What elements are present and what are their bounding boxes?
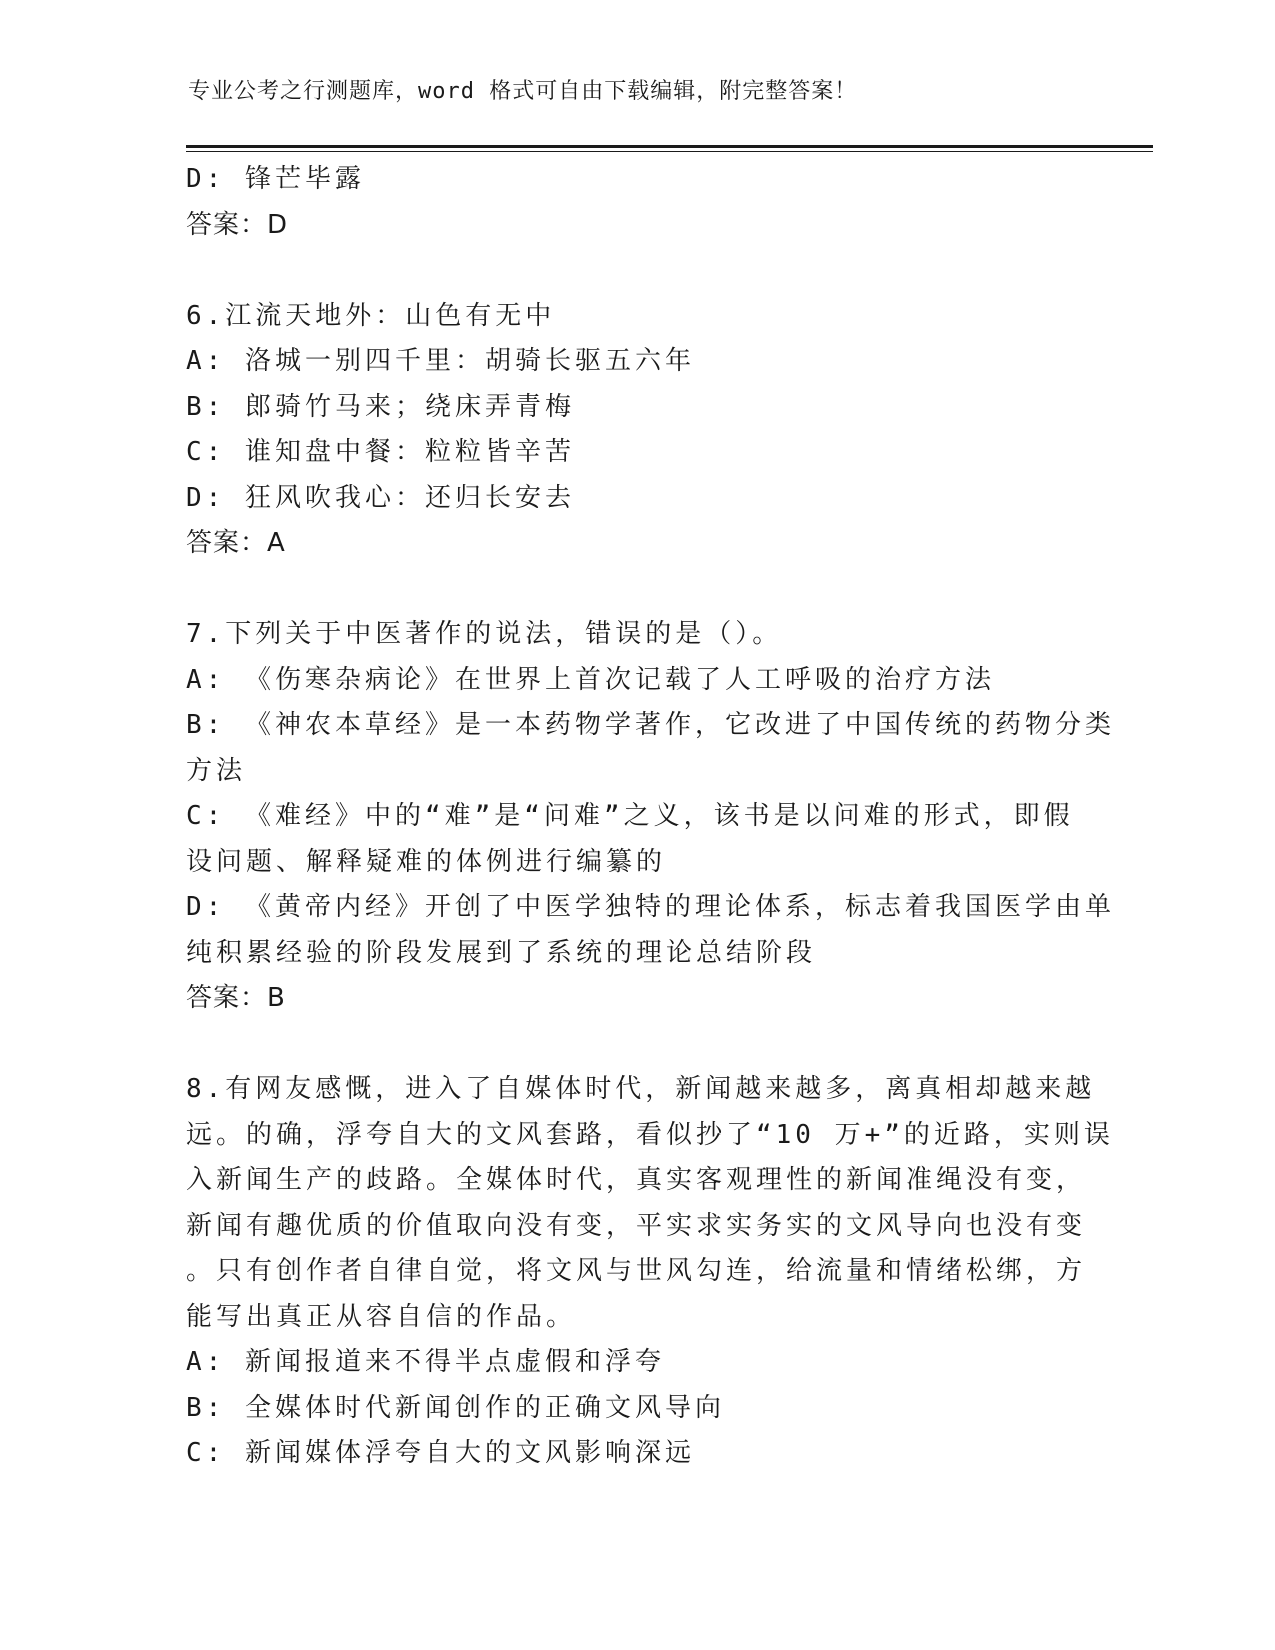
header-rule-thin bbox=[186, 151, 1153, 152]
option-line: C: 新闻媒体浮夸自大的文风影响深远 bbox=[186, 1438, 695, 1468]
option-line-continued: 设问题、解释疑难的体例进行编纂的 bbox=[186, 846, 667, 877]
question-line-continued: 新闻有趣优质的价值取向没有变，平实求实务实的文风导向也没有变 bbox=[186, 1210, 1087, 1241]
option-line: B: 郎骑竹马来；绕床弄青梅 bbox=[186, 391, 575, 422]
option-line: B: 《神农本草经》是一本药物学著作，它改进了中国传统的药物分类 bbox=[186, 710, 1115, 740]
option-line: C: 《难经》中的“难”是“问难”之义，该书是以问难的形式，即假 bbox=[186, 801, 1074, 831]
option-line: C: 谁知盘中餐：粒粒皆辛苦 bbox=[186, 437, 575, 467]
option-line: A: 洛城一别四千里：胡骑长驱五六年 bbox=[186, 346, 695, 376]
option-line: B: 全媒体时代新闻创作的正确文风导向 bbox=[186, 1392, 725, 1423]
blank-line bbox=[186, 1022, 1086, 1068]
question-line-continued: 入新闻生产的歧路。全媒体时代，真实客观理性的新闻准绳没有变， bbox=[186, 1165, 1087, 1195]
blank-line bbox=[186, 567, 1086, 613]
answer-line: 答案：D bbox=[186, 209, 289, 240]
question-line: 8.有网友感慨，进入了自媒体时代，新闻越来越多，离真相却越来越 bbox=[186, 1074, 1096, 1104]
page-header: 专业公考之行测题库，word 格式可自由下载编辑，附完整答案！ bbox=[188, 79, 858, 104]
option-line-continued: 方法 bbox=[186, 755, 247, 786]
question-line-continued: 。只有创作者自律自觉，将文风与世风勾连，给流量和情绪松绑，方 bbox=[186, 1256, 1087, 1286]
blank-line bbox=[186, 248, 1086, 294]
question-line-continued: 能写出真正从容自信的作品。 bbox=[186, 1301, 577, 1332]
option-line: D: 《黄帝内经》开创了中医学独特的理论体系，标志着我国医学由单 bbox=[186, 892, 1115, 922]
option-line: D: 狂风吹我心：还归长安去 bbox=[186, 482, 575, 513]
question-line: 6.江流天地外：山色有无中 bbox=[186, 300, 556, 331]
option-line-continued: 纯积累经验的阶段发展到了系统的理论总结阶段 bbox=[186, 937, 817, 968]
option-line: A: 新闻报道来不得半点虚假和浮夸 bbox=[186, 1347, 665, 1377]
header-rule-thick bbox=[186, 145, 1153, 148]
question-line: 7.下列关于中医著作的说法，错误的是（）。 bbox=[186, 619, 783, 649]
option-line: D: 锋芒毕露 bbox=[186, 164, 365, 194]
answer-line: 答案：B bbox=[186, 983, 286, 1013]
answer-line: 答案：A bbox=[186, 528, 286, 558]
document-body bbox=[186, 157, 1115, 1477]
question-line-continued: 远。的确，浮夸自大的文风套路，看似抄了“10 万+”的近路，实则误 bbox=[186, 1119, 1114, 1150]
option-line: A: 《伤寒杂病论》在世界上首次记载了人工呼吸的治疗方法 bbox=[186, 664, 995, 695]
